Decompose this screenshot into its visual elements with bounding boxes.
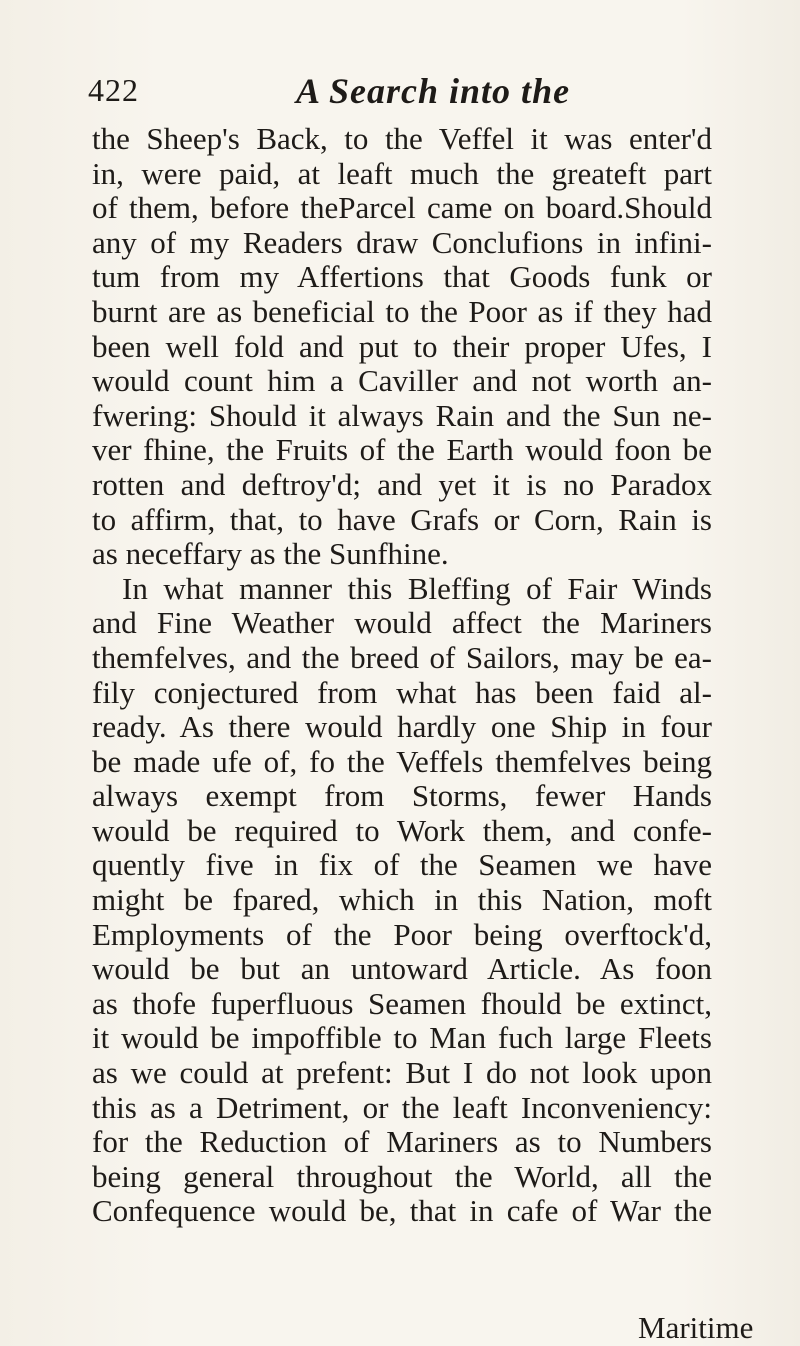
text-line: as thofe fuperfluous Seamen fhould be extinct, xyxy=(92,985,712,1021)
text-line: rotten and deftroy'd; and yet it is no Paradox xyxy=(92,466,712,502)
text-line: quently five in fix of the Seamen we have xyxy=(92,847,712,883)
text-line: any of my Readers draw Conclufions in infini- xyxy=(92,224,712,260)
text-line: to affirm, that, to have Grafs or Corn, Rain is xyxy=(92,501,712,537)
text-line: fily conjectured from what has been faid al- xyxy=(92,674,712,710)
text-line: fwering: Should it always Rain and the Sun ne- xyxy=(92,397,712,433)
text-line: would be required to Work them, and confe- xyxy=(92,812,712,848)
text-line: ready. As there would hardly one Ship in four xyxy=(92,709,712,745)
text-line: this as a Detriment, or the leaft Inconveniency: xyxy=(92,1089,712,1125)
page-header xyxy=(88,70,712,110)
text-line: the Sheep's Back, to the Veffel it was enter'd xyxy=(92,121,712,156)
text-line: In what manner this Bleffing of Fair Winds xyxy=(122,570,712,606)
text-line: ver fhine, the Fruits of the Earth would foon be xyxy=(92,432,712,468)
text-line: of them, before theParcel came on board.Should xyxy=(92,190,712,226)
text-line: as we could at prefent: But I do not look upon xyxy=(92,1055,712,1091)
text-line: as neceffary as the Sunfhine. xyxy=(92,536,449,572)
text-line: tum from my Affertions that Goods funk or xyxy=(92,259,712,295)
page-number: 422 xyxy=(88,72,139,108)
catchword: Maritime xyxy=(638,1310,754,1345)
text-line: Confequence would be, that in cafe of War the xyxy=(92,1193,712,1229)
text-line: been well fold and put to their proper Ufes, I xyxy=(92,328,712,364)
running-title: A Search into the xyxy=(296,71,571,111)
text-line: themfelves, and the breed of Sailors, may be ea- xyxy=(92,639,712,675)
text-line: burnt are as beneficial to the Poor as if they had xyxy=(92,293,712,329)
text-line: and Fine Weather would affect the Mariners xyxy=(92,605,712,641)
body-text xyxy=(92,122,712,1229)
text-line: for the Reduction of Mariners as to Numbers xyxy=(92,1124,712,1160)
text-line: Employments of the Poor being overftock'd, xyxy=(92,916,712,952)
text-line: would be but an untoward Article. As foon xyxy=(92,951,712,987)
text-line: might be fpared, which in this Nation, moft xyxy=(92,882,712,918)
text-line: always exempt from Storms, fewer Hands xyxy=(92,778,712,814)
text-line: be made ufe of, fo the Veffels themfelves being xyxy=(92,743,712,779)
text-line: it would be impoffible to Man fuch large Fleets xyxy=(92,1020,712,1056)
text-line: would count him a Caviller and not worth an- xyxy=(92,363,712,399)
text-line: being general throughout the World, all the xyxy=(92,1158,712,1194)
text-line: in, were paid, at leaft much the greateft part xyxy=(92,155,712,191)
